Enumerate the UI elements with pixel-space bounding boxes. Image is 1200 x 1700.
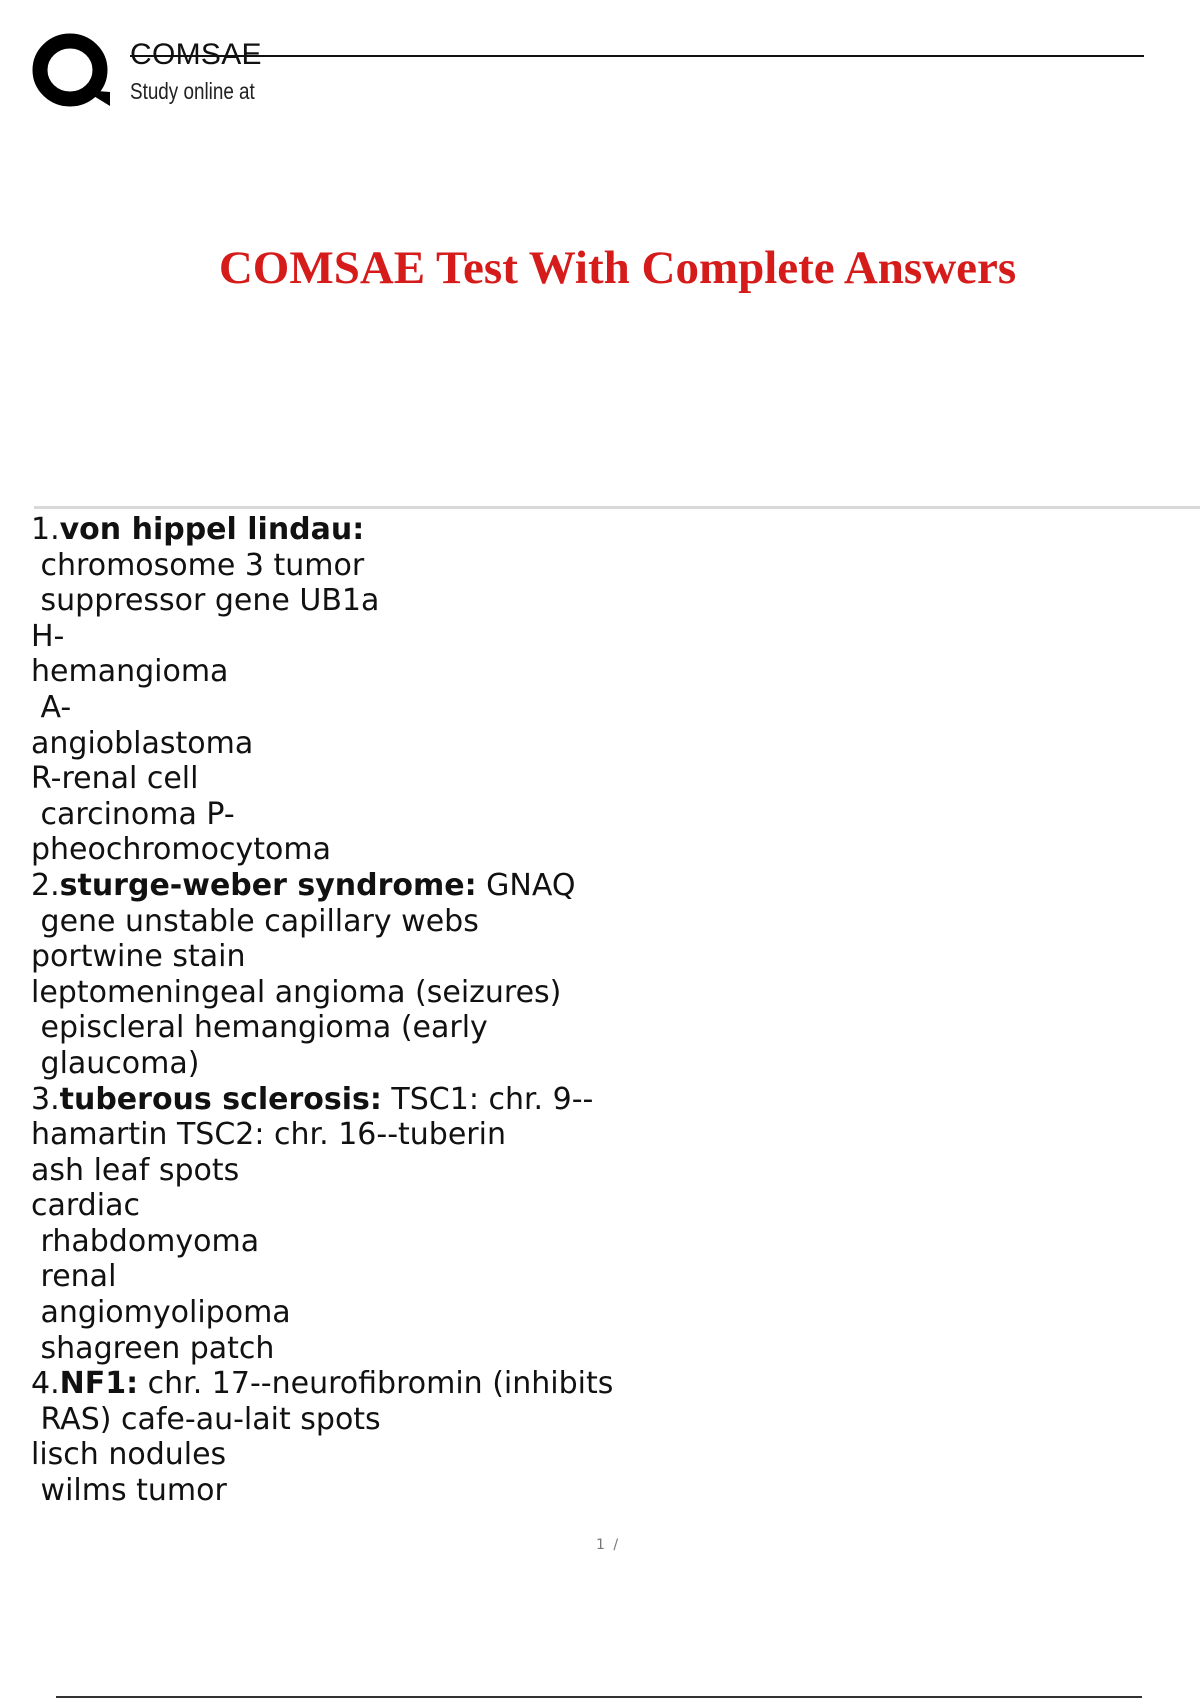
qa-list xyxy=(31,512,931,1509)
qa-answer-start: chr. 17--neurofibromin (inhibits xyxy=(138,1366,614,1402)
document-title: COMSAE Test With Complete Answers xyxy=(218,242,1017,294)
qa-number: 3. xyxy=(31,1081,60,1117)
qa-item xyxy=(31,512,931,868)
qa-answer-line: wilms tumor xyxy=(31,1473,227,1509)
qa-number: 1. xyxy=(31,512,60,547)
section-divider xyxy=(34,506,1200,509)
tagline: Study online at xyxy=(130,78,255,104)
qa-answer-line: carcinoma P- xyxy=(31,796,235,832)
qa-answer-line: renal xyxy=(31,1259,117,1295)
qa-answer-line: lisch nodules xyxy=(31,1437,227,1473)
qa-term: NF1: xyxy=(59,1366,139,1402)
page-header xyxy=(32,32,1144,112)
qa-answer-line: H- xyxy=(31,618,65,654)
qa-question-line xyxy=(31,868,931,904)
qa-number: 4. xyxy=(31,1366,60,1402)
qa-question-line xyxy=(31,512,931,548)
qa-item xyxy=(31,1082,931,1367)
qa-answer-line: suppressor gene UB1a xyxy=(31,583,380,619)
qa-answer-line: portwine stain xyxy=(31,939,246,975)
qa-number: 2. xyxy=(31,867,60,903)
qa-item xyxy=(31,1366,931,1508)
qa-answer-line: rhabdomyoma xyxy=(31,1223,260,1259)
qa-answer-line: RAS) cafe-au-lait spots xyxy=(31,1401,381,1437)
qa-term: von hippel lindau: xyxy=(59,512,365,547)
qa-answer-line: hemangioma xyxy=(31,654,229,690)
qa-answer-line: shagreen patch xyxy=(31,1330,275,1366)
qa-question-line xyxy=(31,1366,931,1402)
qa-answer-line: angiomyolipoma xyxy=(31,1295,291,1331)
qa-answer-line: chromosome 3 tumor xyxy=(31,547,365,583)
qa-answer-line: A- xyxy=(31,689,72,725)
qa-answer-line: pheochromocytoma xyxy=(31,832,331,868)
qa-term: sturge-weber syndrome: xyxy=(59,867,477,903)
qa-answer-line: cardiac xyxy=(31,1188,140,1224)
qa-answer-line: ash leaf spots xyxy=(31,1152,240,1188)
tagline-container xyxy=(130,76,490,114)
qa-answer-line: angioblastoma xyxy=(31,725,254,761)
qa-answer-line: R-renal cell xyxy=(31,761,199,797)
qa-answer-start: TSC1: chr. 9-- xyxy=(381,1081,594,1117)
footer-rule xyxy=(56,1696,1142,1698)
brand-name: COMSAE xyxy=(130,38,262,71)
qa-term: tuberous sclerosis: xyxy=(59,1081,382,1117)
qa-answer-line: episcleral hemangioma (early xyxy=(31,1010,488,1046)
qa-answer-line: hamartin TSC2: chr. 16--tuberin xyxy=(31,1117,506,1153)
page-number: 1 / xyxy=(596,1537,621,1553)
qa-question-line xyxy=(31,1082,931,1118)
header-rule xyxy=(130,55,1144,57)
qa-answer-line: glaucoma) xyxy=(31,1045,200,1081)
qa-answer-start: GNAQ xyxy=(476,867,576,903)
q-logo-icon xyxy=(32,32,112,110)
qa-answer-line: gene unstable capillary webs xyxy=(31,903,479,939)
qa-answer-line: leptomeningeal angioma (seizures) xyxy=(31,974,562,1010)
qa-item xyxy=(31,868,931,1082)
